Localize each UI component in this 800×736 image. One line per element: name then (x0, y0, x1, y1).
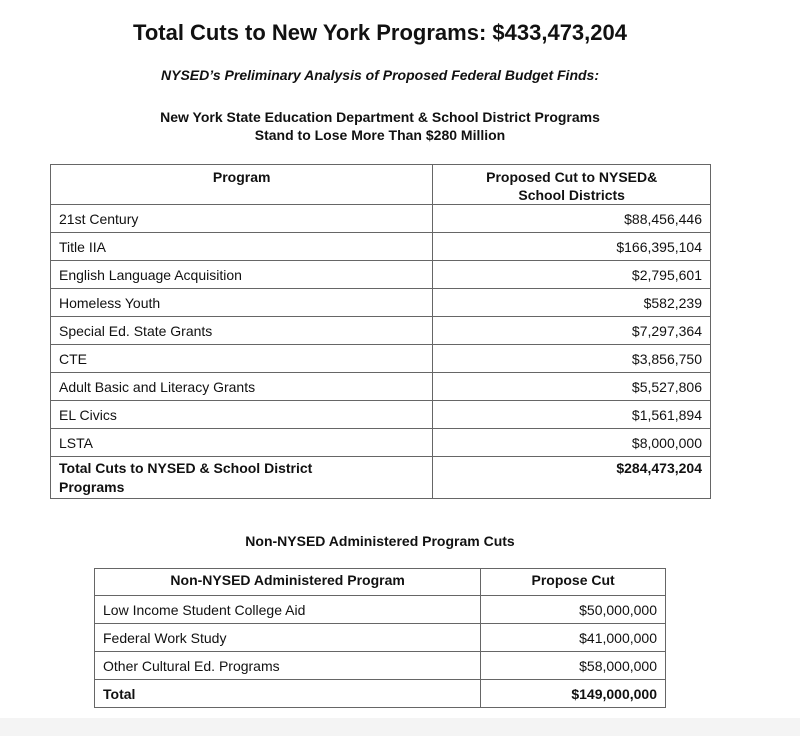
program-cell: English Language Acquisition (51, 261, 433, 289)
column-header-cut-line2: School Districts (518, 187, 625, 203)
program-cell: 21st Century (51, 205, 433, 233)
table-row (51, 261, 711, 289)
table-header-row (51, 165, 711, 205)
program-cell: CTE (51, 345, 433, 373)
page-title: Total Cuts to New York Programs: $433,473,204 (133, 20, 627, 45)
column-header-program: Program (51, 165, 433, 205)
table-row (51, 233, 711, 261)
amount-cell: $7,297,364 (433, 317, 711, 345)
column-header-program: Non-NYSED Administered Program (95, 569, 481, 596)
table-total-row (51, 457, 711, 499)
table-row (95, 624, 666, 652)
table-row (51, 401, 711, 429)
column-header-cut-line1: Proposed Cut to NYSED& (486, 169, 658, 185)
table-row (51, 289, 711, 317)
program-cell: Homeless Youth (51, 289, 433, 317)
table-total-row (95, 680, 666, 708)
amount-cell: $582,239 (433, 289, 711, 317)
non-nysed-section-title: Non-NYSED Administered Program Cuts (245, 533, 515, 549)
program-cell: EL Civics (51, 401, 433, 429)
column-header-propose-cut: Propose Cut (481, 569, 666, 596)
amount-cell: $8,000,000 (433, 429, 711, 457)
total-label-cell (51, 457, 433, 499)
program-cell: Federal Work Study (95, 624, 481, 652)
amount-cell: $58,000,000 (481, 652, 666, 680)
amount-cell: $1,561,894 (433, 401, 711, 429)
non-nysed-cuts-table (94, 568, 666, 708)
amount-cell: $50,000,000 (481, 596, 666, 624)
table-row (95, 596, 666, 624)
amount-cell: $41,000,000 (481, 624, 666, 652)
column-header-proposed-cut (433, 165, 711, 205)
program-cell: Low Income Student College Aid (95, 596, 481, 624)
section-heading-line1: New York State Education Department & School District Programs (160, 109, 600, 125)
amount-cell: $166,395,104 (433, 233, 711, 261)
table-row (51, 373, 711, 401)
amount-cell: $2,795,601 (433, 261, 711, 289)
program-cell: Special Ed. State Grants (51, 317, 433, 345)
table-row (51, 429, 711, 457)
table-row (95, 652, 666, 680)
section-heading (0, 108, 760, 144)
page-bottom-edge (0, 718, 800, 736)
total-amount-cell: $284,473,204 (433, 457, 711, 499)
total-label-line2: Programs (59, 479, 125, 495)
table-row (51, 205, 711, 233)
program-cell: Title IIA (51, 233, 433, 261)
program-cell: LSTA (51, 429, 433, 457)
amount-cell: $5,527,806 (433, 373, 711, 401)
section-heading-line2: Stand to Lose More Than $280 Million (254, 127, 506, 143)
total-label-cell: Total (95, 680, 481, 708)
program-cell: Adult Basic and Literacy Grants (51, 373, 433, 401)
amount-cell: $88,456,446 (433, 205, 711, 233)
table-header-row (95, 569, 666, 596)
table-row (51, 345, 711, 373)
amount-cell: $3,856,750 (433, 345, 711, 373)
table-row (51, 317, 711, 345)
total-amount-cell: $149,000,000 (481, 680, 666, 708)
total-label-line1: Total Cuts to NYSED & School District (59, 460, 313, 476)
nysed-cuts-table (50, 164, 711, 499)
page-subtitle: NYSED’s Preliminary Analysis of Proposed Federal Budget Finds: (161, 67, 599, 83)
program-cell: Other Cultural Ed. Programs (95, 652, 481, 680)
